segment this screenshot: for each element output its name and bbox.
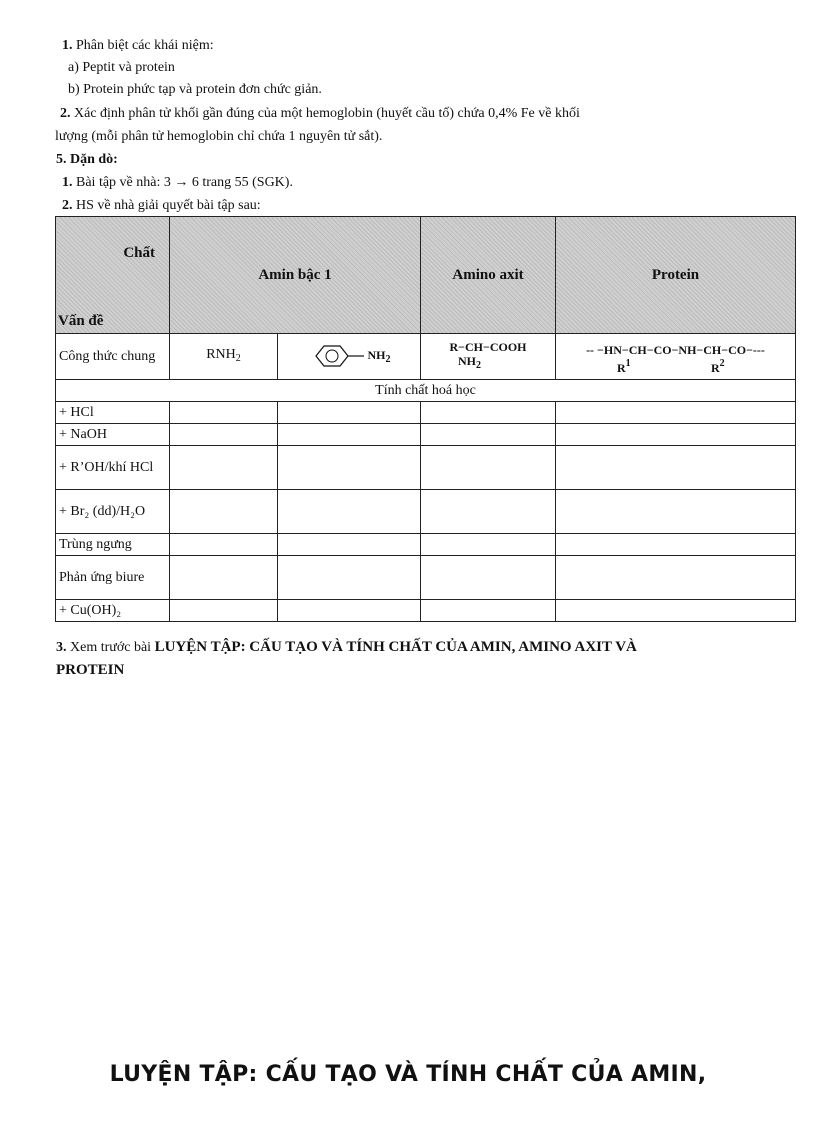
cell-empty — [556, 490, 796, 534]
next-lesson-title: LUYỆN TẬP: CẤU TẠO VÀ TÍNH CHẤT CỦA AMIN, — [109, 1062, 707, 1087]
cell-empty — [170, 446, 278, 490]
cell-empty — [278, 556, 421, 600]
item-3-prefix: Xem trước bài — [70, 640, 152, 655]
homework-2 — [62, 196, 261, 216]
exercise-1a-label: a) — [68, 60, 79, 75]
table-header-row — [56, 217, 796, 334]
formula-row-label: Công thức chung — [56, 334, 170, 380]
cell-empty — [170, 402, 278, 424]
rnh2-subscript: 2 — [235, 352, 241, 364]
cell-empty — [170, 424, 278, 446]
header-amin: Amin bậc 1 — [170, 217, 421, 334]
rnh2-text: RNH — [206, 346, 236, 362]
cell-empty — [170, 600, 278, 622]
formula-amino-axit — [421, 334, 556, 380]
exercise-1a-text: Peptit và protein — [82, 60, 175, 75]
cell-empty — [278, 600, 421, 622]
homework-2-text: HS về nhà giải quyết bài tập sau: — [76, 198, 261, 213]
cell-empty — [556, 402, 796, 424]
exercise-2-line2: lượng (mỗi phân tử hemoglobin chỉ chứa 1 nguyên tử sắt). — [55, 129, 383, 144]
exercise-1b-label: b) — [68, 82, 80, 97]
table-row — [56, 600, 796, 622]
cell-empty — [278, 446, 421, 490]
row-label-biure: Phản ứng biure — [56, 556, 170, 600]
exercise-2-number: 2. — [60, 106, 71, 121]
item-3-title-line1: LUYỆN TẬP: CẤU TẠO VÀ TÍNH CHẤT CỦA AMIN, AMINO AXIT VÀ — [154, 639, 637, 655]
cell-empty — [421, 446, 556, 490]
aniline-nh: NH — [367, 348, 386, 363]
header-protein: Protein — [556, 217, 796, 334]
exercise-1a — [68, 58, 175, 78]
homework-heading: 5. Dặn dò: — [56, 152, 118, 167]
cell-empty — [278, 490, 421, 534]
protein-substituents — [559, 357, 792, 375]
formula-protein — [556, 334, 796, 380]
amino-formula-line1: R−CH−COOH — [449, 340, 527, 354]
cell-empty — [421, 424, 556, 446]
table-row — [56, 402, 796, 424]
row-label-hcl: + HCl — [56, 402, 170, 424]
table-row — [56, 490, 796, 534]
protein-r1: $R^1$ — [617, 357, 631, 375]
benzene-ring-icon — [308, 343, 368, 369]
comparison-table — [55, 216, 796, 622]
formula-aniline — [278, 334, 421, 380]
cell-empty — [421, 534, 556, 556]
corner-top-label: Chất — [123, 245, 155, 261]
protein-chain: -- −HN−CH−CO−NH−CH−CO−--- — [586, 342, 765, 357]
cell-empty — [421, 402, 556, 424]
section-row — [56, 380, 796, 402]
cell-empty — [278, 534, 421, 556]
amino-nh: NH — [458, 354, 476, 368]
row-label-cuoh2: + Cu(OH)₂ — [56, 600, 170, 622]
amino-formula-line2 — [424, 354, 552, 373]
homework-2-number: 2. — [62, 198, 73, 213]
aniline-subscript: 2 — [385, 354, 391, 366]
cell-empty — [421, 600, 556, 622]
row-label-roh: + R’OH/khí HCl — [56, 446, 170, 490]
exercise-1-text: Phân biệt các khái niệm: — [76, 38, 214, 53]
item-3-number: 3. — [56, 640, 67, 655]
section-label: Tính chất hoá học — [56, 380, 796, 402]
aniline-group — [367, 348, 391, 366]
cell-empty — [170, 534, 278, 556]
cell-empty — [170, 490, 278, 534]
corner-bottom-label: Vấn đề — [58, 313, 104, 329]
row-label-br2: + Br₂ (dd)/H₂O — [56, 490, 170, 534]
table-row — [56, 534, 796, 556]
homework-1 — [62, 173, 293, 193]
exercise-1 — [62, 36, 214, 56]
homework-1-text: Bài tập về nhà: 3 → 6 trang 55 (SGK). — [76, 175, 293, 190]
exercise-2-line1 — [60, 104, 580, 124]
cell-empty — [421, 556, 556, 600]
item-3-title-line2: PROTEIN — [56, 662, 125, 678]
formula-rnh2 — [170, 334, 278, 380]
row-label-naoh: + NaOH — [56, 424, 170, 446]
cell-empty — [556, 424, 796, 446]
row-label-trung-ngung: Trùng ngưng — [56, 534, 170, 556]
amino-subscript: 2 — [476, 360, 481, 371]
exercise-1-number: 1. — [62, 38, 73, 53]
cell-empty — [278, 402, 421, 424]
formula-row — [56, 334, 796, 380]
header-amino-axit: Amino axit — [421, 217, 556, 334]
cell-empty — [556, 600, 796, 622]
cell-empty — [278, 424, 421, 446]
exercise-1b-text: Protein phức tạp và protein đơn chức giản. — [83, 82, 322, 97]
exercise-2-text-line1: Xác định phân tử khối gần đúng của một hemoglobin (huyết cầu tố) chứa 0,4% Fe về khối — [74, 106, 580, 121]
item-3-line1 — [56, 637, 637, 658]
cell-empty — [170, 556, 278, 600]
table-row — [56, 446, 796, 490]
cell-empty — [556, 534, 796, 556]
protein-r2: $R^2$ — [711, 357, 725, 375]
table-row — [56, 424, 796, 446]
cell-empty — [556, 446, 796, 490]
corner-cell — [56, 217, 170, 334]
cell-empty — [421, 490, 556, 534]
homework-1-number: 1. — [62, 175, 73, 190]
exercise-1b — [68, 80, 322, 100]
table-row — [56, 556, 796, 600]
cell-empty — [556, 556, 796, 600]
